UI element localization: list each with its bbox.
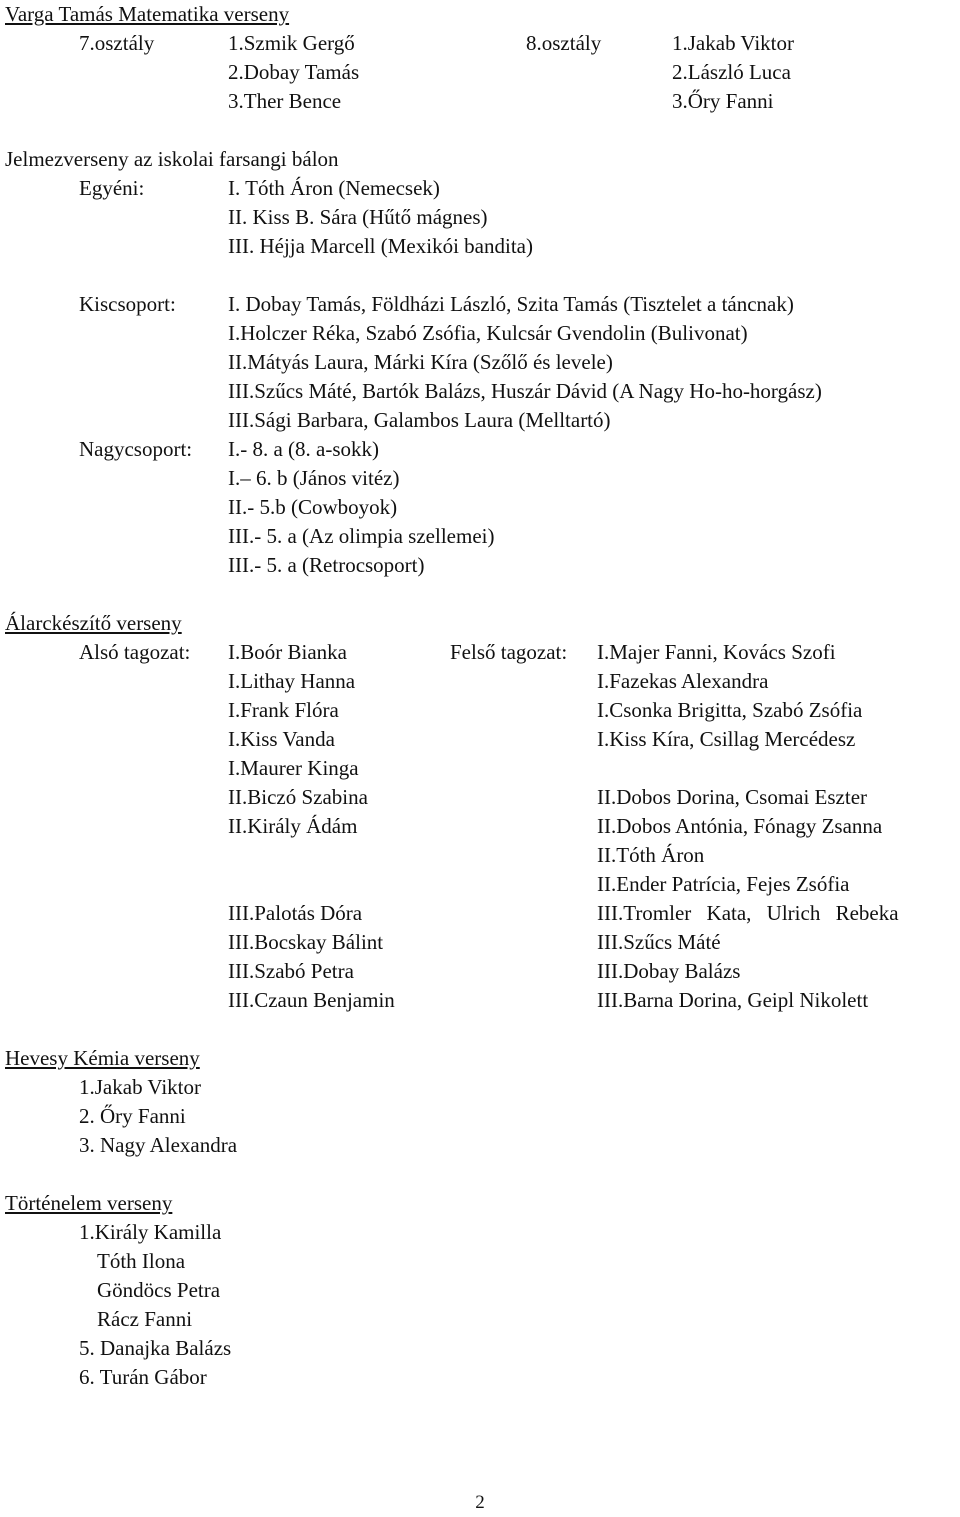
list-item: II.Dobos Dorina, Csomai Eszter [597,785,868,809]
list-item: Göndöcs Petra [97,1278,221,1302]
list-item: II.Mátyás Laura, Márki Kíra (Szőlő és levele) [228,350,613,374]
list-item: II.Dobos Antónia, Fónagy Zsanna [597,814,883,838]
list-item: I.Kiss Vanda [228,727,335,751]
list-item: I.Majer Fanni, Kovács Szofi [597,640,836,664]
list-item: 1.Jakab Viktor [79,1075,202,1099]
small-group-label: Kiscsoport: [79,292,176,316]
list-item: 1.Jakab Viktor [672,31,795,55]
list-item: 1.Szmik Gergő [228,31,355,55]
section-title-mask: Álarckészítő verseny [5,611,182,635]
list-item: III.Szűcs Máté [597,930,721,954]
grade-7-label: 7.osztály [79,31,155,55]
list-item: 3.Ther Bence [228,89,342,113]
list-item: II.- 5.b (Cowboyok) [228,495,398,519]
list-item: II. Kiss B. Sára (Hűtő mágnes) [228,205,488,229]
list-item: I. Tóth Áron (Nemecsek) [228,176,440,200]
list-item: 3. Nagy Alexandra [79,1133,238,1157]
large-group-label: Nagycsoport: [79,437,193,461]
list-item: 3.Őry Fanni [672,89,774,113]
lower-grade-label: Alsó tagozat: [79,640,191,664]
list-item: I.Fazekas Alexandra [597,669,769,693]
list-item: II.Király Ádám [228,814,358,838]
list-item: III.Sági Barbara, Galambos Laura (Melltartó) [228,408,611,432]
upper-grade-label: Felső tagozat: [450,640,568,664]
individual-label: Egyéni: [79,176,145,200]
section-title-costume: Jelmezverseny az iskolai farsangi bálon [5,147,339,171]
list-item: I.Frank Flóra [228,698,339,722]
list-item: III.Czaun Benjamin [228,988,395,1012]
list-item: Tóth Ilona [97,1249,186,1273]
list-item: 2. Őry Fanni [79,1104,186,1128]
section-title-chemistry: Hevesy Kémia verseny [5,1046,200,1070]
grade-8-label: 8.osztály [526,31,602,55]
list-item: 1.Király Kamilla [79,1220,222,1244]
list-item: I. Dobay Tamás, Földházi László, Szita Tamás (Tisztelet a táncnak) [228,292,794,316]
list-item: II.Biczó Szabina [228,785,368,809]
list-item: I.Lithay Hanna [228,669,356,693]
list-item: I.Maurer Kinga [228,756,359,780]
list-item: III.Tromler Kata, Ulrich Rebeka [597,901,899,925]
list-item: III.Szűcs Máté, Bartók Balázs, Huszár Dávid (A Nagy Ho-ho-horgász) [228,379,822,403]
list-item: III.Dobay Balázs [597,959,741,983]
list-item: III.Palotás Dóra [228,901,363,925]
list-item: I.– 6. b (János vitéz) [228,466,400,490]
list-item: III.Bocskay Bálint [228,930,384,954]
list-item: III.Barna Dorina, Geipl Nikolett [597,988,869,1012]
list-item: 6. Turán Gábor [79,1365,207,1389]
list-item: I.- 8. a (8. a-sokk) [228,437,380,461]
list-item: I.Kiss Kíra, Csillag Mercédesz [597,727,856,751]
list-item: I.Csonka Brigitta, Szabó Zsófia [597,698,863,722]
list-item: II.Ender Patrícia, Fejes Zsófia [597,872,850,896]
list-item: III. Héjja Marcell (Mexikói bandita) [228,234,533,258]
list-item: I.Boór Bianka [228,640,347,664]
list-item: III.Szabó Petra [228,959,354,983]
list-item: III.- 5. a (Retrocsoport) [228,553,425,577]
page-number: 2 [475,1492,485,1513]
list-item: 5. Danajka Balázs [79,1336,232,1360]
list-item: 2.Dobay Tamás [228,60,360,84]
list-item: III.- 5. a (Az olimpia szellemei) [228,524,495,548]
list-item: II.Tóth Áron [597,843,705,867]
section-title-math: Varga Tamás Matematika verseny [5,2,290,26]
list-item: I.Holczer Réka, Szabó Zsófia, Kulcsár Gvendolin (Bulivonat) [228,321,748,345]
list-item: 2.László Luca [672,60,791,84]
list-item: Rácz Fanni [97,1307,193,1331]
section-title-history: Történelem verseny [5,1191,173,1215]
